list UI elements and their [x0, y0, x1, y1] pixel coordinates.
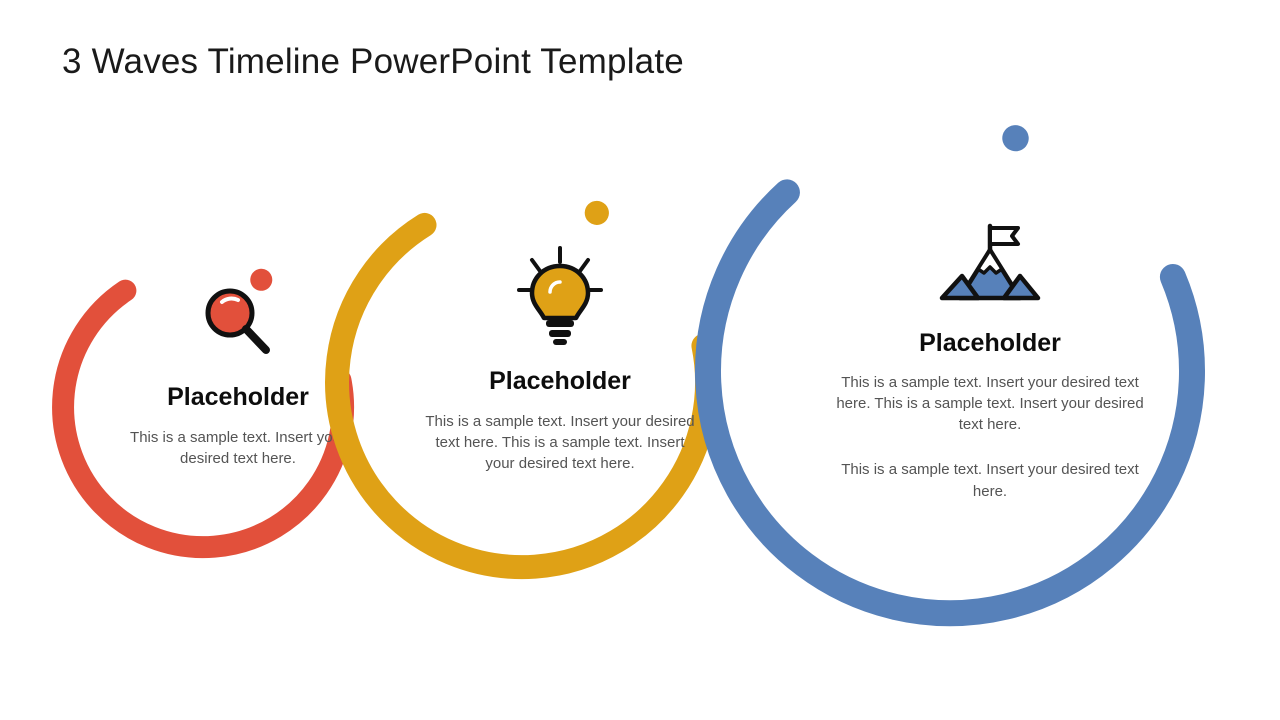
- mountain-flag-icon: [934, 220, 1046, 312]
- stage-1-heading: Placeholder: [167, 383, 309, 411]
- stage-3-group[interactable]: [740, 115, 1240, 660]
- stage-3-paragraph-2: This is a sample text. Insert your desired text here.: [841, 461, 1139, 500]
- lightbulb-icon: [505, 240, 615, 348]
- magnifier-icon: [190, 280, 286, 362]
- stage-2-heading: Placeholder: [489, 367, 631, 395]
- stage-2-paragraph-1: This is a sample text. Insert your desired text here. This is a sample text. Insert your desired text here.: [425, 412, 695, 473]
- stage-3-heading: Placeholder: [919, 329, 1061, 357]
- page-title: 3 Waves Timeline PowerPoint Template: [62, 42, 684, 81]
- stage-3-content: [830, 220, 1150, 502]
- stage-1-paragraph-1: This is a sample text. Insert your desired text here.: [130, 428, 346, 467]
- stage-3-paragraph-1: This is a sample text. Insert your desired text here. This is a sample text. Insert your desired text here.: [836, 373, 1144, 434]
- stage-2-content: [410, 240, 710, 474]
